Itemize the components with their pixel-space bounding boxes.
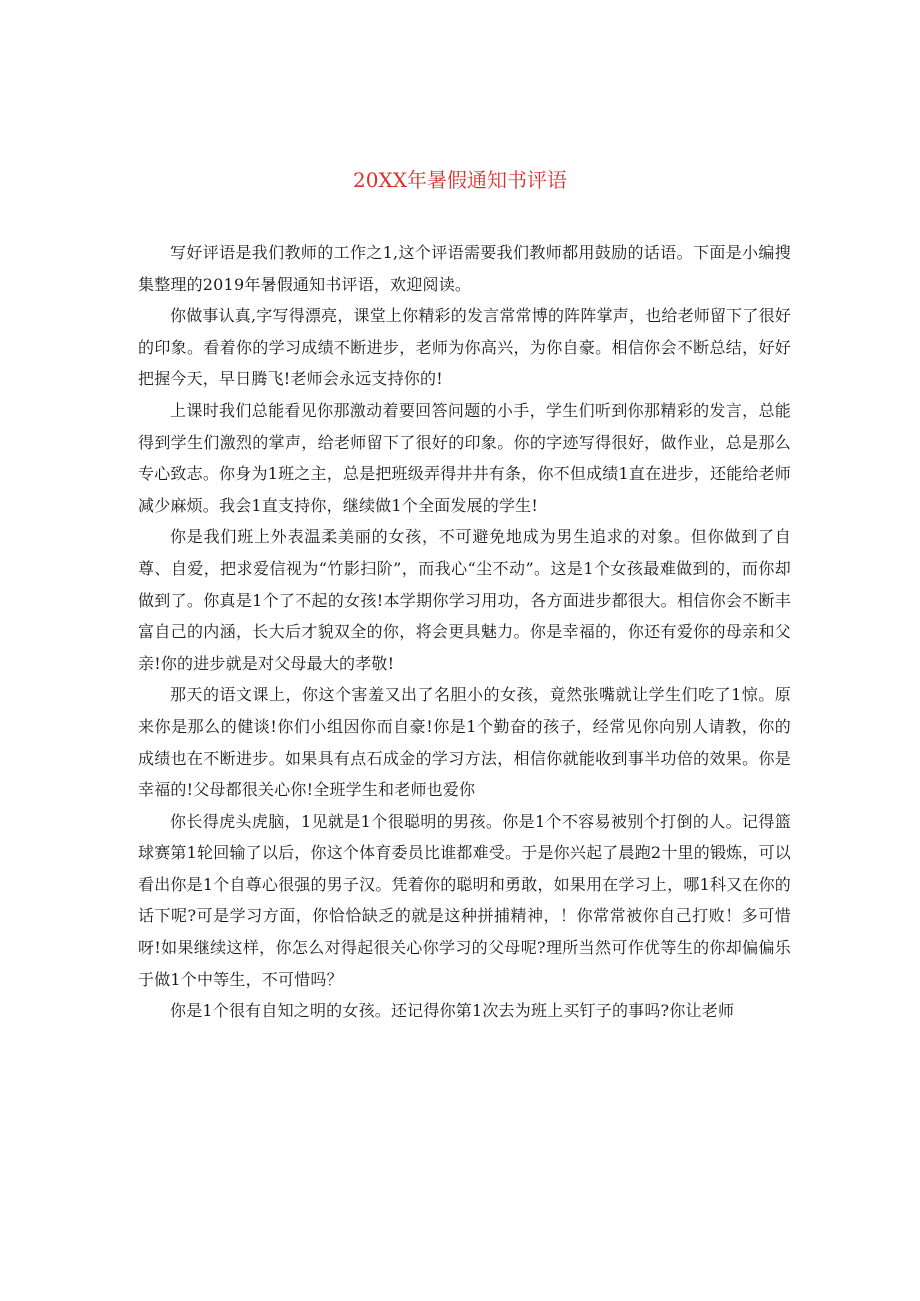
paragraph-comment-3: 你是我们班上外表温柔美丽的女孩，不可避免地成为男生追求的对象。但你做到了自尊、自爱，把求爱信视为“竹影扫阶”，而我心“尘不动”。这是1个女孩最难做到的，而你却做到了。你真是1个了不起的女孩!本学期你学习用功，各方面进步都很大。相信你会不断丰富自己的内涵，长大后才貌双全的你，将会更具魅力。你是幸福的，你还有爱你的母亲和父亲!你的进步就是对父母最大的孝敬! xyxy=(138,527,791,673)
paragraph-comment-4: 那天的语文课上，你这个害羞又出了名胆小的女孩，竟然张嘴就让学生们吃了1惊。原来你是那么的健谈!你们小组因你而自豪!你是1个勤奋的孩子，经常见你向别人请教，你的成绩也在不断进步。如果具有点石成金的学习方法，相信你就能收到事半功倍的效果。你是幸福的!父母都很关心你!全班学生和老师也爱你 xyxy=(138,685,791,800)
paragraph-comment-2: 上课时我们总能看见你那激动着要回答问题的小手，学生们听到你那精彩的发言，总能得到学生们激烈的掌声，给老师留下了很好的印象。你的字迹写得很好，做作业，总是那么专心致志。你身为1班之主，总是把班级弄得井井有条，你不但成绩1直在进步，还能给老师减少麻烦。我会1直支持你，继续做1个全面发展的学生! xyxy=(138,400,791,515)
paragraph-comment-1: 你做事认真,字写得漂亮，课堂上你精彩的发言常常博的阵阵掌声，也给老师留下了很好的印象。看着你的学习成绩不断进步，老师为你高兴，为你自豪。相信你会不断总结，好好把握今天，早日腾飞!老师会永远支持你的! xyxy=(138,306,791,389)
paragraph-comment-6: 你是1个很有自知之明的女孩。还记得你第1次去为班上买钉子的事吗?你让老师 xyxy=(170,1001,735,1021)
document-body xyxy=(138,237,791,1027)
paragraph-intro: 写好评语是我们教师的工作之1,这个评语需要我们教师都用鼓励的话语。下面是小编搜集整理的2019年暑假通知书评语，欢迎阅读。 xyxy=(138,243,791,294)
paragraph-comment-5: 你长得虎头虎脑，1见就是1个很聪明的男孩。你是1个不容易被别个打倒的人。记得篮球赛第1轮回输了以后，你这个体育委员比谁都难受。于是你兴起了晨跑2十里的锻炼，可以看出你是1个自尊心很强的男子汉。凭着你的聪明和勇敢，如果用在学习上，哪1科又在你的话下呢?可是学习方面，你恰恰缺乏的就是这种拼捕精神，！你常常被你自己打败！多可惜呀!如果继续这样，你怎么对得起很关心你学习的父母呢?理所当然可作优等生的你却偏偏乐于做1个中等生，不可惜吗？ xyxy=(138,811,791,989)
document-title: 20XX年暑假通知书评语 xyxy=(353,168,567,192)
